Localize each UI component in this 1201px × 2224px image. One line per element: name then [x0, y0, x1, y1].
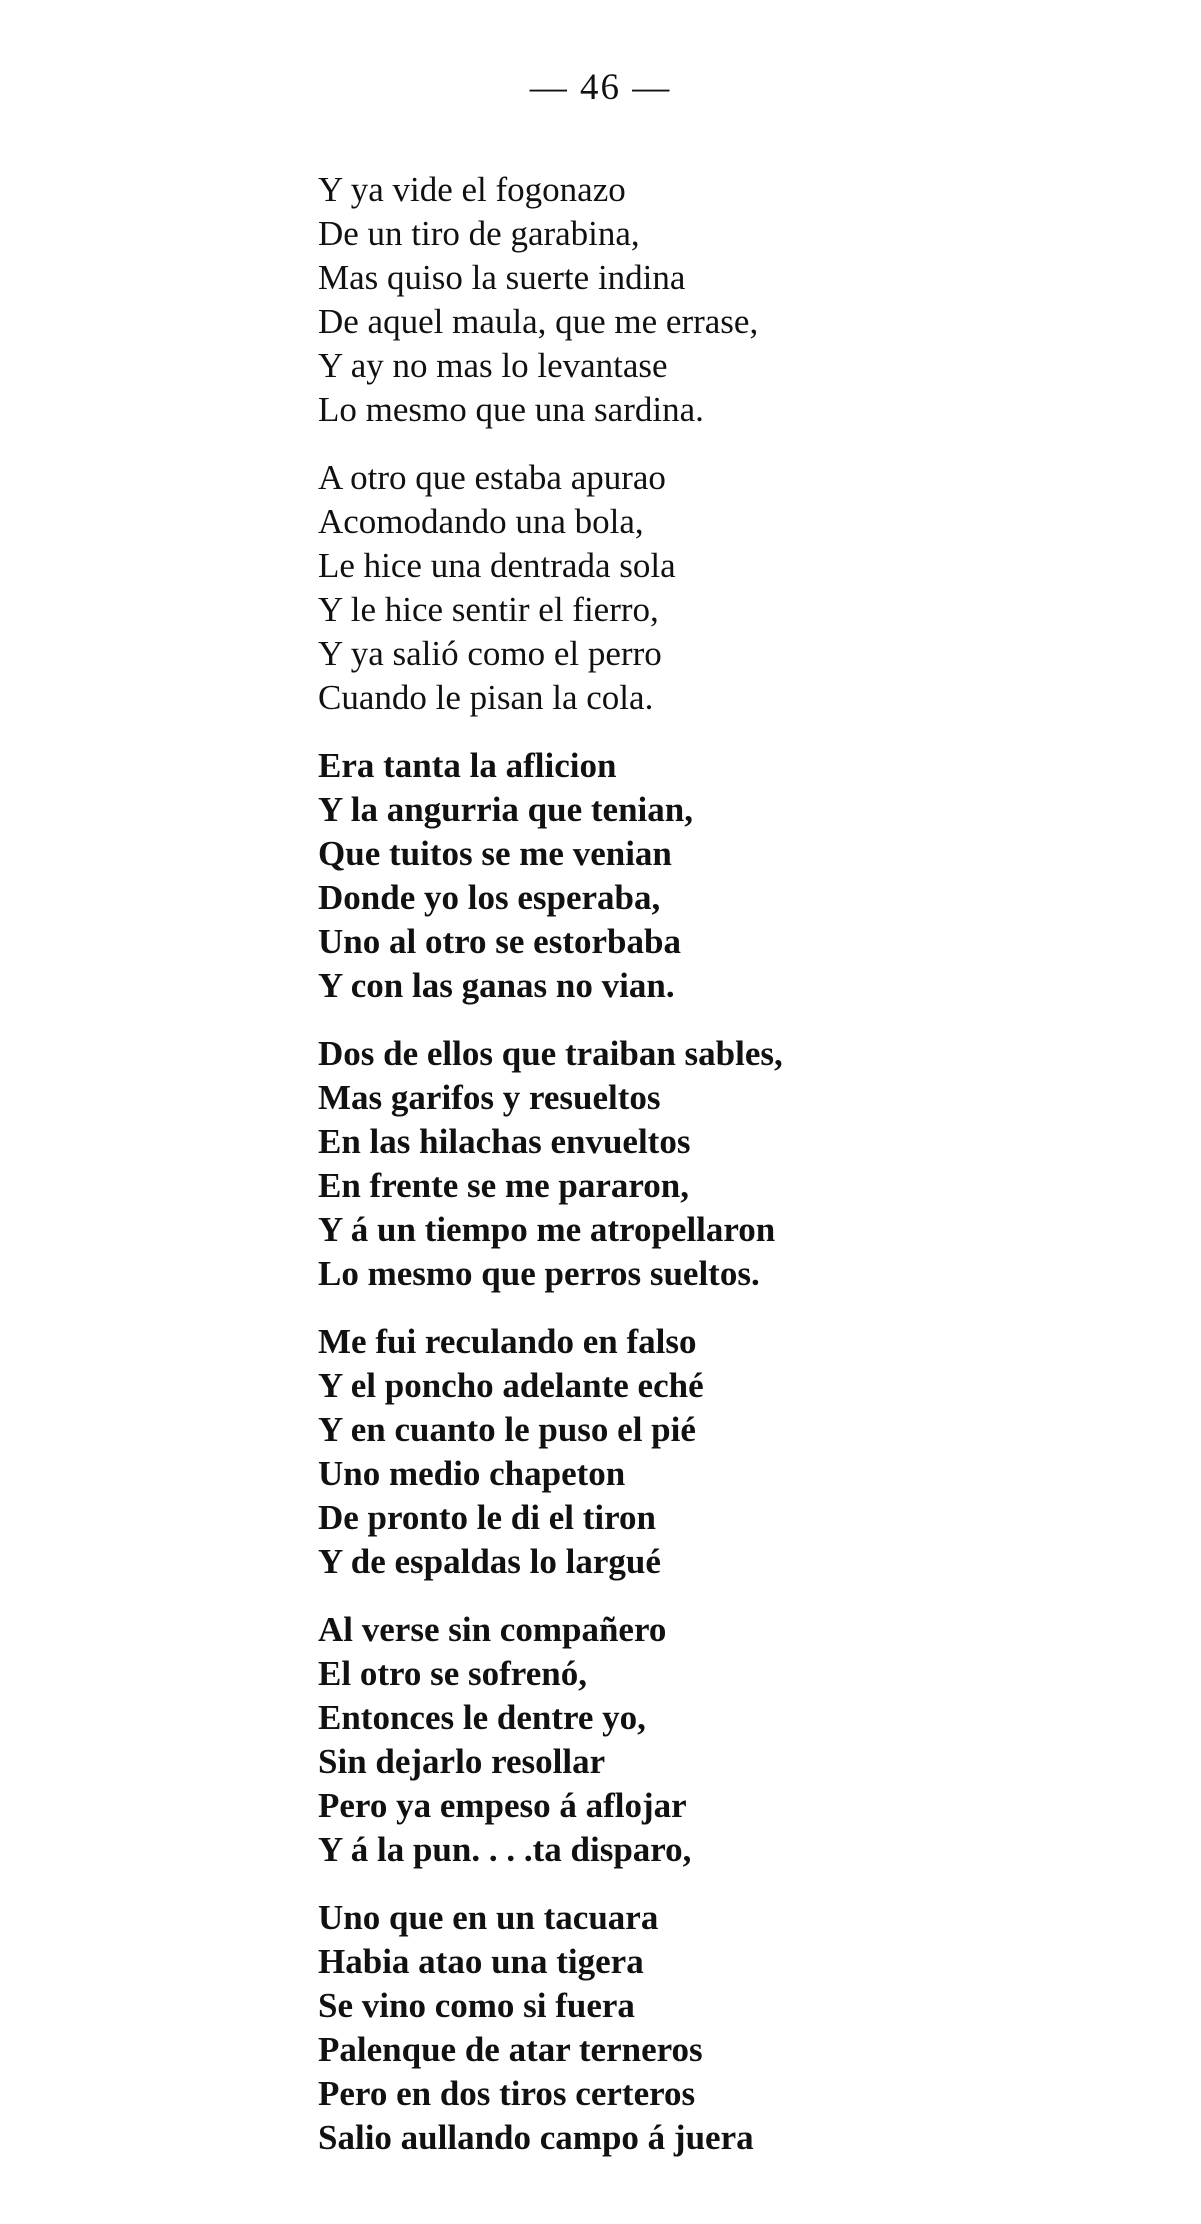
- verse-line: Palenque de atar terneros: [318, 2030, 703, 2069]
- verse-line: Lo mesmo que una sardina.: [318, 390, 704, 429]
- verse-line: Y la angurria que tenian,: [318, 790, 693, 829]
- verse-line: Pero ya empeso á aflojar: [318, 1786, 687, 1825]
- verse-line: Pero en dos tiros certeros: [318, 2074, 696, 2113]
- poem-body: [318, 168, 1078, 2184]
- stanza-6: [318, 1608, 1078, 1872]
- verse-line: De un tiro de garabina,: [318, 214, 640, 253]
- verse-line: Donde yo los esperaba,: [318, 878, 661, 917]
- verse-line: Y en cuanto le puso el pié: [318, 1410, 696, 1449]
- verse-line: Se vino como si fuera: [318, 1986, 635, 2025]
- verse-line: Lo mesmo que perros sueltos.: [318, 1254, 760, 1293]
- verse-line: Mas quiso la suerte indina: [318, 258, 686, 297]
- verse-line: Y ya vide el fogonazo: [318, 170, 626, 209]
- verse-line: Y de espaldas lo largué: [318, 1542, 661, 1581]
- verse-line: El otro se sofrenó,: [318, 1654, 587, 1693]
- verse-line: Me fui reculando en falso: [318, 1322, 697, 1361]
- verse-line: Y ya salió como el perro: [318, 634, 662, 673]
- verse-line: Y ay no mas lo levantase: [318, 346, 668, 385]
- verse-line: Sin dejarlo resollar: [318, 1742, 606, 1781]
- stanza-7: [318, 1896, 1078, 2160]
- verse-line: Uno que en un tacuara: [318, 1898, 659, 1937]
- verse-line: Acomodando una bola,: [318, 502, 644, 541]
- verse-line: Y le hice sentir el fierro,: [318, 590, 659, 629]
- verse-line: Y á la pun. . . .ta disparo,: [318, 1830, 692, 1869]
- verse-line: Cuando le pisan la cola.: [318, 678, 654, 717]
- verse-line: En las hilachas envueltos: [318, 1122, 691, 1161]
- verse-line: Entonces le dentre yo,: [318, 1698, 646, 1737]
- verse-line: Al verse sin compañero: [318, 1610, 667, 1649]
- verse-line: Y á un tiempo me atropellaron: [318, 1210, 776, 1249]
- verse-line: Le hice una dentrada sola: [318, 546, 676, 585]
- verse-line: Que tuitos se me venian: [318, 834, 672, 873]
- verse-line: A otro que estaba apurao: [318, 458, 666, 497]
- verse-line: Uno medio chapeton: [318, 1454, 626, 1493]
- verse-line: Y con las ganas no vian.: [318, 966, 675, 1005]
- verse-line: De aquel maula, que me errase,: [318, 302, 759, 341]
- verse-line: Salio aullando campo á juera: [318, 2118, 754, 2157]
- page-number: — 46 —: [529, 67, 672, 108]
- verse-line: Era tanta la aflicion: [318, 746, 617, 785]
- stanza-4: [318, 1032, 1078, 1296]
- stanza-1: [318, 168, 1078, 432]
- stanza-3: [318, 744, 1078, 1008]
- verse-line: Uno al otro se estorbaba: [318, 922, 681, 961]
- stanza-5: [318, 1320, 1078, 1584]
- verse-line: Mas garifos y resueltos: [318, 1078, 661, 1117]
- verse-line: Y el poncho adelante eché: [318, 1366, 704, 1405]
- verse-line: De pronto le di el tiron: [318, 1498, 657, 1537]
- verse-line: Habia atao una tigera: [318, 1942, 644, 1981]
- verse-line: En frente se me pararon,: [318, 1166, 690, 1205]
- verse-line: Dos de ellos que traiban sables,: [318, 1034, 783, 1073]
- stanza-2: [318, 456, 1078, 720]
